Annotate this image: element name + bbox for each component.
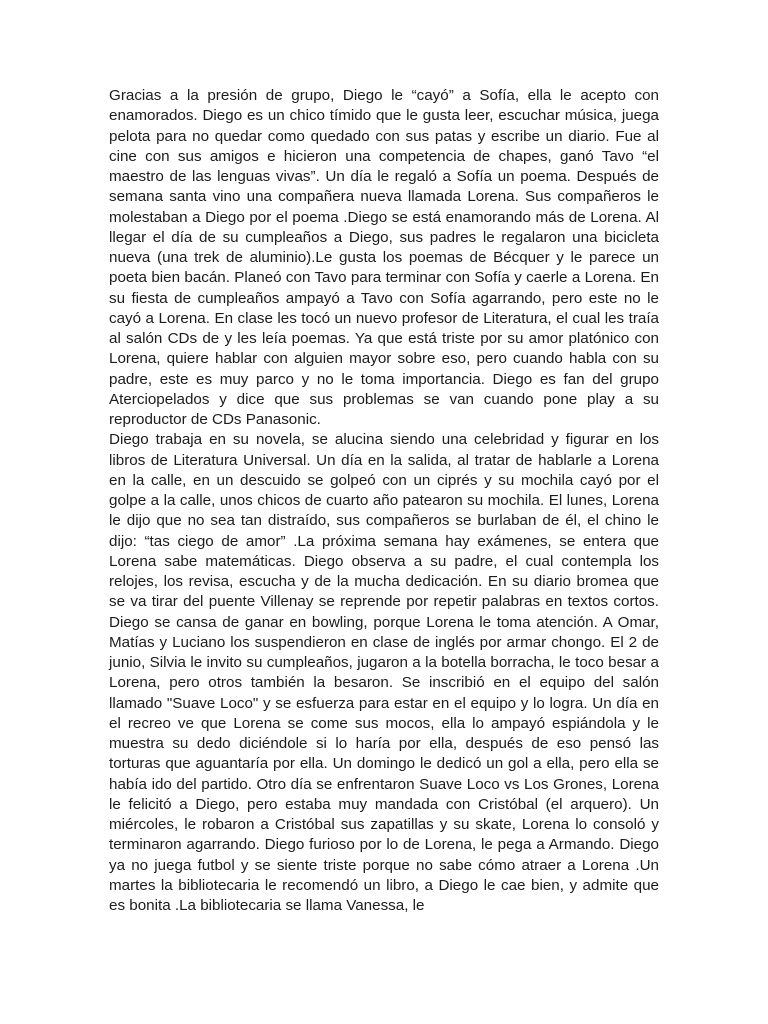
body-text — [109, 86, 659, 916]
paragraph-1: Gracias a la presión de grupo, Diego le “cayó” a Sofía, ella le acepto con enamorados. Diego es un chico tímido que le gusta leer, escuchar música, juega pelota para no quedar como quedado con sus patas y escribe un diario. Fue al cine con sus amigos e hicieron una competencia de chapes, ganó Tavo “el maestro de las lenguas vivas”. Un día le regaló a Sofía un poema. Después de semana santa vino una compañera nueva llamada Lorena. Sus compañeros le molestaban a Diego por el poema .Diego se está enamorando más de Lorena. Al llegar el día de su cumpleaños a Diego, sus padres le regalaron una bicicleta nueva (una trek de aluminio).Le gusta los poemas de Bécquer y le parece un poeta bien bacán. Planeó con Tavo para terminar con Sofía y caerle a Lorena. En su fiesta de cumpleaños ampayó a Tavo con Sofía agarrando, pero este no le cayó a Lorena. En clase les tocó un nuevo profesor de Literatura, el cual les traía al salón CDs de y les leía poemas. Ya que está triste por su amor platónico con Lorena, quiere hablar con alguien mayor sobre eso, pero cuando habla con su padre, este es muy parco y no le toma importancia. Diego es fan del grupo Aterciopelados y dice que sus problemas se van cuando pone play a su reproductor de CDs Panasonic. — [109, 87, 659, 428]
paragraph-2: Diego trabaja en su novela, se alucina siendo una celebridad y figurar en los libros de Literatura Universal. Un día en la salida, al tratar de hablarle a Lorena en la calle, en un descuido se golpeó con un ciprés y su mochila cayó por el golpe a la calle, unos chicos de cuarto año patearon su mochila. El lunes, Lorena le dijo que no sea tan distraído, sus compañeros se burlaban de él, el chino le dijo: “tas ciego de amor” .La próxima semana hay exámenes, se entera que Lorena sabe matemáticas. Diego observa a su padre, el cual contempla los relojes, los revisa, escucha y de la mucha dedicación. En su diario bromea que se va tirar del puente Villenay se reprende por repetir palabras en textos cortos. Diego se cansa de ganar en bowling, porque Lorena le toma atención. A Omar, Matías y Luciano los suspendieron en clase de inglés por armar chongo. El 2 de junio, Silvia le invito su cumpleaños, jugaron a la botella borracha, le toco besar a Lorena, pero otros también la besaron. Se inscribió en el equipo del salón llamado "Suave Loco" y se esfuerza para estar en el equipo y lo logra. Un día en el recreo ve que Lorena se come sus mocos, ella lo ampayó espiándola y le muestra su dedo diciéndole si lo haría por ella, después de eso pensó las torturas que aguantaría por ella. Un domingo le dedicó un gol a ella, pero ella se había ido del partido. Otro día se enfrentaron Suave Loco vs Los Grones, Lorena le felicitó a Diego, pero estaba muy mandada con Cristóbal (el arquero). Un miércoles, le robaron a Cristóbal sus zapatillas y su skate, Lorena lo consoló y terminaron agarrando. Diego furioso por lo de Lorena, le pega a Armando. Diego ya no juega futbol y se siente triste porque no sabe cómo atraer a Lorena .Un martes la bibliotecaria le recomendó un libro, a Diego le cae bien, y admite que es bonita .La bibliotecaria se llama Vanessa, le — [109, 431, 659, 914]
